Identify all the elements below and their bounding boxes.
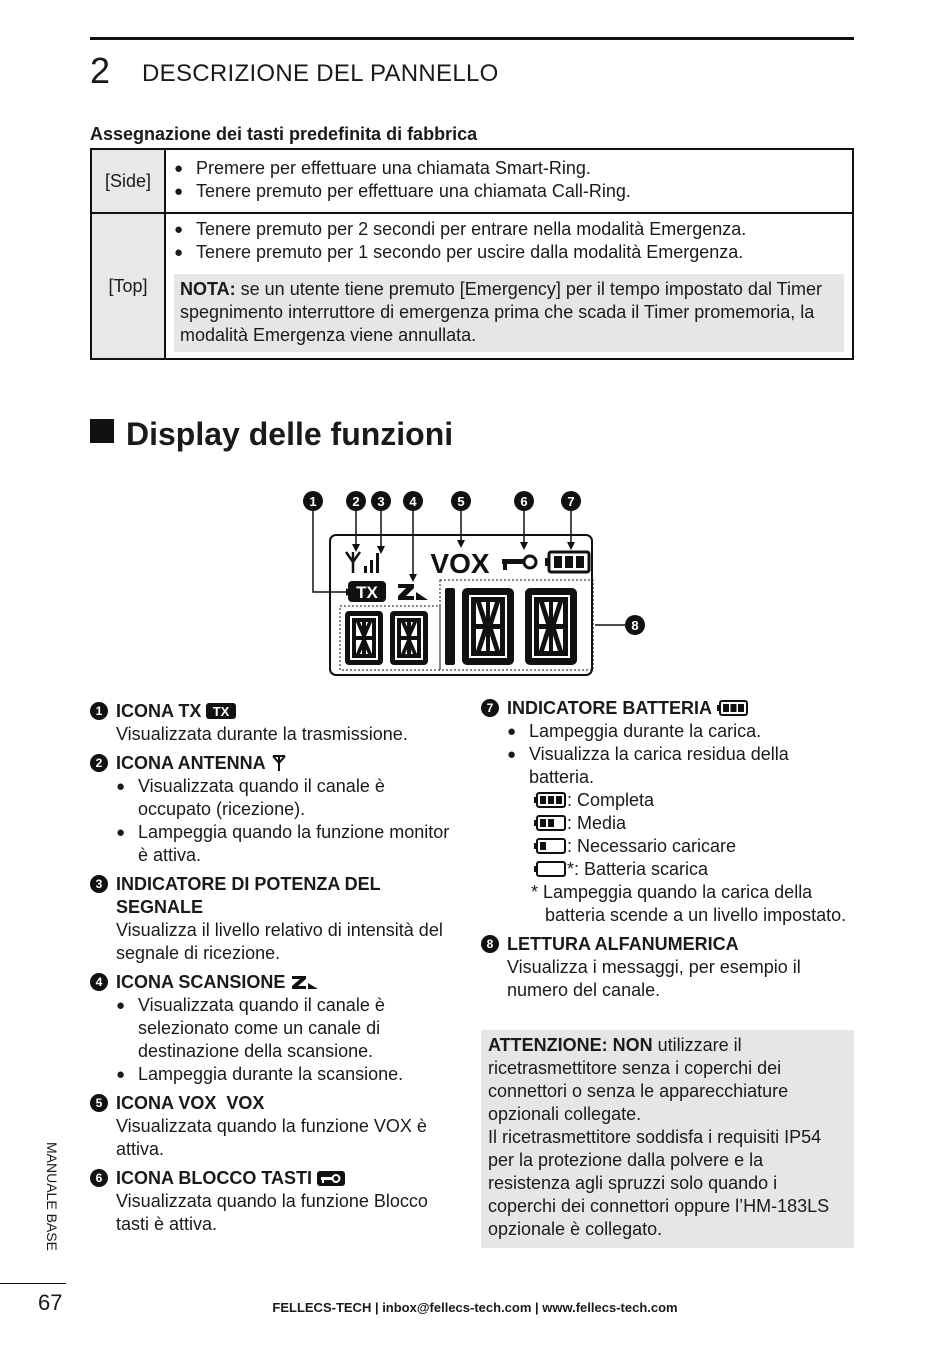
battery-level-label: : Completa — [567, 790, 655, 810]
svg-text:6: 6 — [520, 494, 528, 509]
header-rule — [90, 37, 854, 40]
scan-icon — [290, 973, 320, 991]
right-column — [481, 697, 854, 1002]
svg-text:TX: TX — [213, 704, 230, 719]
item-alpha-heading — [481, 933, 854, 956]
item-vox-heading — [90, 1092, 460, 1115]
square-bullet-icon — [90, 419, 114, 443]
number-badge: 3 — [90, 875, 108, 893]
key-description — [165, 149, 853, 213]
warning-box — [481, 1030, 854, 1248]
battery-icon — [545, 552, 589, 572]
list-item: ● Lampeggia durante la carica. — [481, 720, 854, 743]
item-lock-heading — [90, 1167, 460, 1190]
callout-6 — [514, 491, 534, 511]
item-text: Visualizza il livello relativo di intensità del segnale di ricezione. — [116, 920, 443, 963]
number-badge: 2 — [90, 754, 108, 772]
list-item: ● Tenere premuto per 1 secondo per uscire dalla modalità Emergenza. — [174, 241, 844, 264]
battery-level-label: *: Batteria scarica — [567, 859, 709, 879]
item-scan-heading — [90, 971, 460, 994]
note-box — [174, 274, 844, 352]
svg-text:1: 1 — [309, 494, 317, 509]
table-title: Assegnazione dei tasti predefinita di fabbrica — [90, 124, 478, 144]
item-title: LETTURA ALFANUMERICA — [507, 934, 739, 954]
list-item: ● Tenere premuto per effettuare una chiamata Call-Ring. — [174, 180, 844, 203]
item-title: ICONA BLOCCO TASTI — [116, 1168, 312, 1188]
svg-text:5: 5 — [457, 494, 465, 509]
callout-7 — [561, 491, 581, 511]
item-tx-heading — [90, 700, 460, 723]
list-item: ● Visualizzata quando il canale è selezionato come un canale di destinazione della scansione. — [90, 994, 460, 1063]
note-text: se un utente tiene premuto [Emergency] per il tempo impostato dal Timer spegnimento interruttore di emergenza prima che scada il Timer promemoria, la modalità Emergenza viene annullata. — [180, 279, 822, 345]
number-badge: 1 — [90, 702, 108, 720]
callout-4 — [403, 491, 423, 511]
number-badge: 8 — [481, 935, 499, 953]
number-badge: 4 — [90, 973, 108, 991]
list-item: ● Premere per effettuare una chiamata Smart-Ring. — [174, 157, 844, 180]
svg-text:4: 4 — [409, 494, 417, 509]
svg-text:3: 3 — [377, 494, 385, 509]
callout-8 — [625, 615, 645, 635]
footer: FELLECS-TECH | inbox@fellecs-tech.com | www.fellecs-tech.com — [272, 1300, 678, 1315]
item-text: Visualizza i messaggi, per esempio il numero del canale. — [507, 957, 801, 1000]
key-top: [Top] — [91, 213, 165, 359]
left-column — [90, 700, 460, 1236]
battery-level-row — [481, 858, 854, 881]
antenna-icon — [346, 552, 360, 573]
chapter-number: 2 — [90, 50, 111, 91]
section-title-text: Display delle funzioni — [126, 416, 454, 452]
key-description — [165, 213, 853, 359]
callout-5 — [451, 491, 471, 511]
item-text: Visualizzata quando la funzione VOX è attiva. — [116, 1116, 427, 1159]
note-label: NOTA: — [180, 279, 236, 299]
list-item: ● Tenere premuto per 2 secondi per entrare nella modalità Emergenza. — [174, 218, 844, 241]
tx-icon — [348, 581, 386, 602]
item-title: INDICATORE DI POTENZA DEL SEGNALE — [116, 874, 381, 917]
page-number: 67 — [38, 1290, 63, 1315]
battery-bar — [540, 819, 546, 827]
battery-level-label: : Media — [567, 813, 627, 833]
key-lock-icon — [502, 556, 536, 570]
item-title: ICONA ANTENNA — [116, 753, 265, 773]
warning-label: ATTENZIONE: NON — [488, 1035, 653, 1055]
battery-level-label: : Necessario caricare — [567, 836, 737, 856]
battery-bar — [540, 842, 546, 850]
item-title: ICONA TX — [116, 701, 202, 721]
svg-text:TX: TX — [356, 583, 378, 602]
callout-1 — [303, 491, 323, 511]
list-item: ● Visualizza la carica residua della batteria. — [481, 743, 854, 789]
callout-3 — [371, 491, 391, 511]
key-assignment-table — [90, 148, 854, 360]
item-title: INDICATORE BATTERIA — [507, 698, 712, 718]
antenna-icon — [270, 754, 288, 772]
list-item: ● Lampeggia quando la funzione monitor è attiva. — [90, 821, 460, 867]
scan-icon — [398, 584, 428, 600]
warning-text: Il ricetrasmettitore soddisfa i requisiti IP54 per la protezione dalla polvere e la resistenza agli spruzzi solo quando i coperchi dei connettori oppure l’HM-183LS opzionale è collegato. — [488, 1127, 830, 1239]
vox-icon: VOX — [430, 548, 490, 579]
lcd-diagram — [290, 480, 670, 690]
section-title — [90, 416, 453, 453]
battery-level-icon — [533, 814, 567, 832]
battery-bar — [556, 796, 562, 804]
battery-level-icon — [533, 791, 567, 809]
key-side: [Side] — [91, 149, 165, 213]
list-item: ● Lampeggia durante la scansione. — [90, 1063, 460, 1086]
svg-text:7: 7 — [567, 494, 575, 509]
battery-bar — [548, 819, 554, 827]
list-item: ● Visualizzata quando il canale è occupato (ricezione). — [90, 775, 460, 821]
number-badge: 7 — [481, 699, 499, 717]
tx-icon — [206, 702, 236, 720]
item-title: ICONA SCANSIONE — [116, 972, 286, 992]
battery-levels — [481, 789, 854, 881]
item-text: Visualizzata durante la trasmissione. — [116, 724, 408, 744]
item-antenna-heading — [90, 752, 460, 775]
battery-level-row — [481, 789, 854, 812]
footnote: * Lampeggia quando la carica della batteria scende a un livello impostato. — [531, 882, 847, 925]
battery-level-icon — [533, 837, 567, 855]
warning-text: utilizzare il ricetrasmettitore senza i coperchi dei connettori o senza le apparecchiature opzionali collegate. — [488, 1035, 789, 1124]
chapter-title: DESCRIZIONE DEL PANNELLO — [142, 60, 499, 87]
number-badge: 6 — [90, 1169, 108, 1187]
callout-2 — [346, 491, 366, 511]
battery-level-row — [481, 812, 854, 835]
page-number-rule — [0, 1283, 66, 1284]
vox-icon: VOX — [226, 1093, 265, 1113]
battery-bar — [548, 796, 554, 804]
number-badge: 5 — [90, 1094, 108, 1112]
signal-bars-icon — [364, 553, 379, 573]
battery-icon — [716, 699, 748, 717]
battery-level-row — [481, 835, 854, 858]
battery-bar — [540, 796, 546, 804]
item-text: Visualizzata quando la funzione Blocco tasti è attiva. — [116, 1191, 428, 1234]
battery-level-icon — [533, 860, 567, 878]
item-title: ICONA VOX — [116, 1093, 217, 1113]
svg-text:2: 2 — [352, 494, 360, 509]
item-signal-heading — [90, 873, 460, 919]
side-label: MANUALE BASE — [44, 1142, 60, 1251]
table-row — [91, 149, 853, 213]
svg-text:8: 8 — [631, 618, 639, 633]
key-lock-icon — [317, 1169, 345, 1187]
table-row — [91, 213, 853, 359]
item-battery-heading — [481, 697, 854, 720]
